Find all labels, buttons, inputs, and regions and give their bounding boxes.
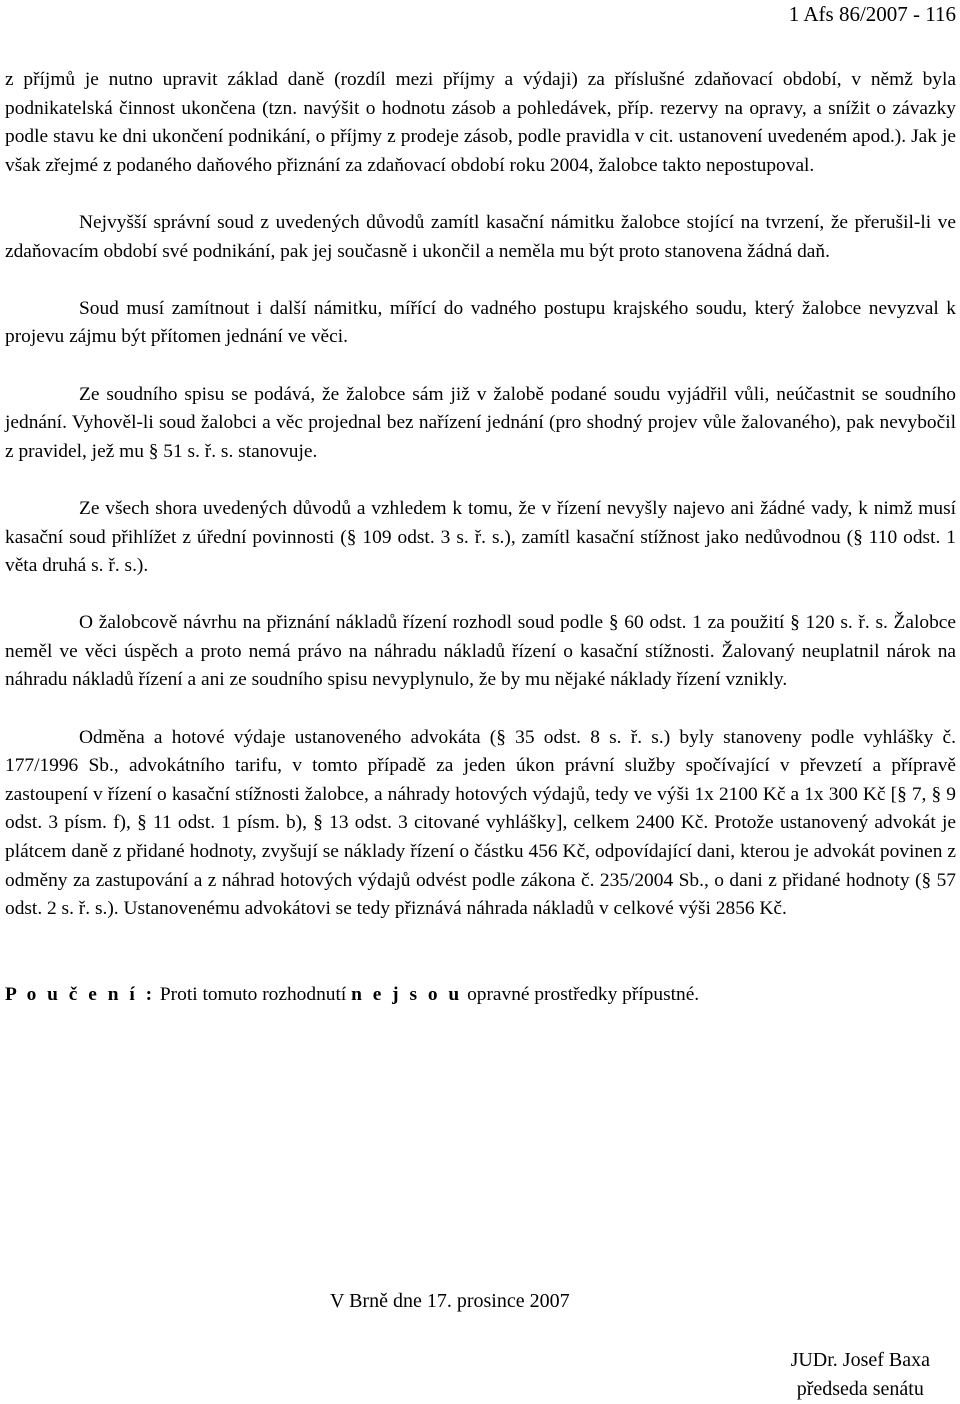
case-number: 1 Afs 86/2007 - 116 [788,2,956,26]
paragraph-6: O žalobcově návrhu na přiznání nákladů řízení rozhodl soud podle § 60 odst. 1 za použití § 120 s. ř. s. Žalobce neměl ve věci úspěch a proto nemá právo na náhradu nákladů řízení o kasační stížnosti. Žalovaný neuplatnil nárok na náhradu nákladů řízení a ani ze soudního spisu nevyplynulo, že by mu nějaké náklady řízení vznikly. [5,612,956,691]
signature-block [791,1346,930,1404]
paragraph-2: Nejvyšší správní soud z uvedených důvodů zamítl kasační námitku žalobce stojící na tvrzení, že přerušil-li ve zdaňovacím období své podnikání, pak jej současně i ukončil a neměla mu být proto stanovena žádná daň. [5,211,956,262]
instruction-paragraph [5,981,956,1010]
date-line: V Brně dne 17. prosince 2007 [330,1290,570,1312]
signatory-title: předseda senátu [796,1378,924,1400]
instruction-text-after: opravné prostředky přípustné. [462,983,700,1005]
paragraph-5: Ze všech shora uvedených důvodů a vzhledem k tomu, že v řízení nevyšly najevo ani žádné vady, k nimž musí kasační soud přihlížet z úřední povinnosti (§ 109 odst. 3 s. ř. s.), zamítl kasační stížnost jako nedůvodnou (§ 110 odst. 1 věta druhá s. ř. s.). [5,497,956,577]
document-body [5,66,956,1009]
paragraph-1: z příjmů je nutno upravit základ daně (rozdíl mezi příjmy a výdaji) za příslušné zdaňovací období, v němž byla podnikatelská činnost ukončena (tzn. navýšit o hodnotu zásob a pohledávek, příp. rezervy na opravy, a snížit o závazky podle stavu ke dni ukončení podnikání, o příjmy z prodeje zásob, podle pravidla v cit. ustanovení uvedeném apod.). Jak je však zřejmé z podaného daňového přiznání za zdaňovací období roku 2004, žalobce takto nepostupoval. [5,69,956,176]
instruction-label: P o u č e n í : [5,983,156,1005]
paragraph-4: Ze soudního spisu se podává, že žalobce sám již v žalobě podané soudu vyjádřil vůli, neúčastnit se soudního jednání. Vyhověl-li soud žalobci a věc projednal bez nařízení jednání (pro shodný projev vůle žalovaného), pak nevybočil z pravidel, jež mu § 51 s. ř. s. stanovuje. [5,383,956,462]
paragraph-7: Odměna a hotové výdaje ustanoveného advokáta (§ 35 odst. 8 s. ř. s.) byly stanoveny podle vyhlášky č. 177/1996 Sb., advokátního tarifu, v tomto případě za jeden úkon právní služby spočívající v převzetí a přípravě zastoupení v řízení o kasační stížnosti žalobce, a náhrady hotových výdajů, tedy ve výši 1x 2100 Kč a 1x 300 Kč [§ 7, § 9 odst. 3 písm. f), § 11 odst. 1 písm. b), § 13 odst. 3 citované vyhlášky], celkem 2400 Kč. Protože ustanovený advokát je plátcem daně z přidané hodnoty, zvyšují se náklady řízení o částku 456 Kč, odpovídající dani, kterou je advokát povinen z odměny za zastupování a z náhrad hotových výdajů odvést podle zákona č. 235/2004 Sb., o dani z přidané hodnoty (§ 57 odst. 2 s. ř. s.). Ustanovenému advokátovi se tedy přiznává náhrada nákladů v celkové výši 2856 Kč. [5,726,956,920]
paragraph-3: Soud musí zamítnout i další námitku, mířící do vadného postupu krajského soudu, který žalobce nevyzval k projevu zájmu být přítomen jednání ve věci. [5,297,956,348]
signatory-name: JUDr. Josef Baxa [790,1349,930,1371]
instruction-text-before: Proti tomuto rozhodnutí [155,983,352,1005]
instruction-emphasis: n e j s o u [351,983,463,1005]
